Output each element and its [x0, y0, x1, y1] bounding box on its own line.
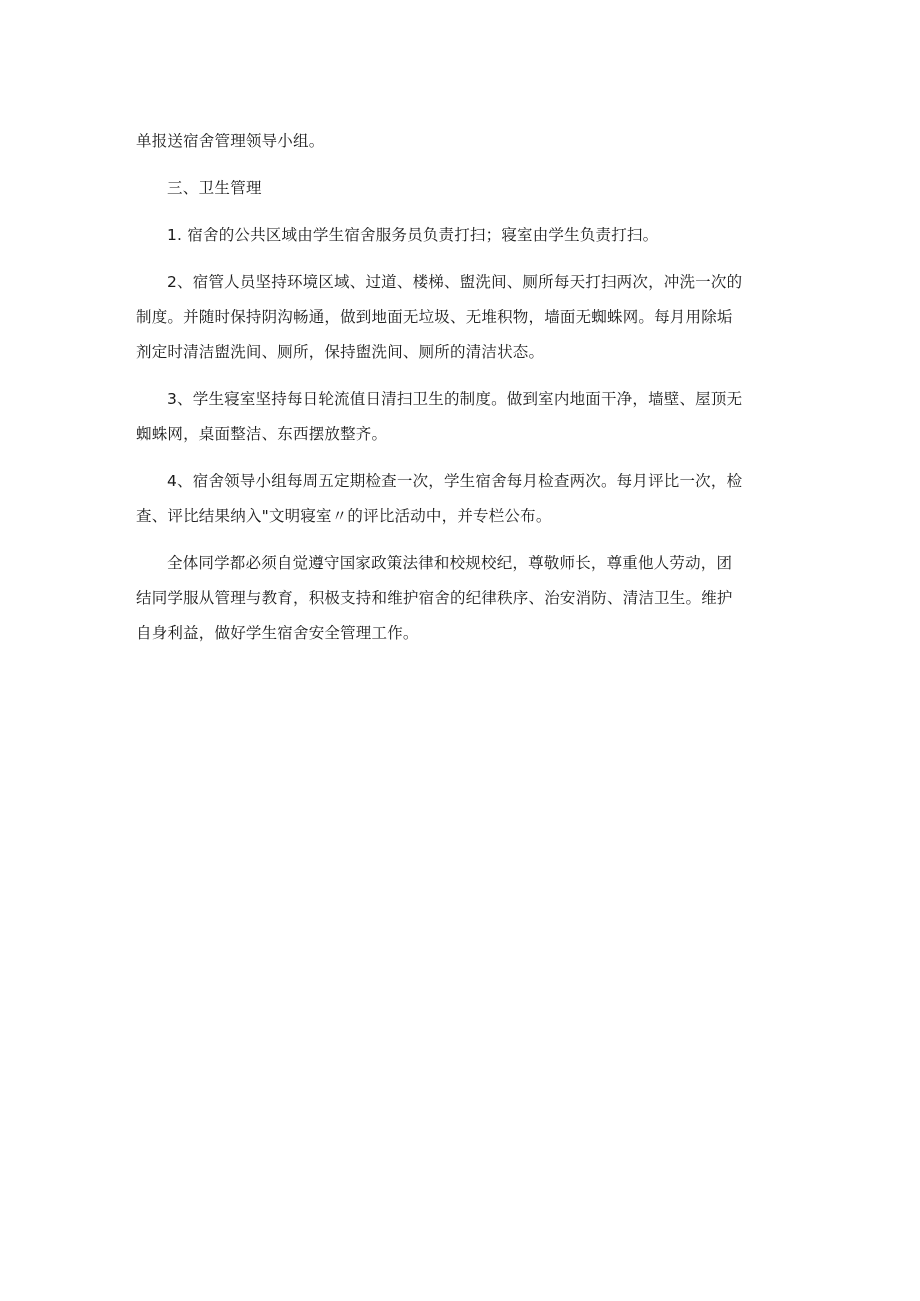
paragraph-item-2: [136, 265, 788, 370]
text-line: 3、学生寝室坚持每日轮流值日清扫卫生的制度。做到室内地面干净，墙壁、屋顶无: [167, 390, 743, 408]
text-line: 1. 宿舍的公共区域由学生宿舍服务员负责打扫；寝室由学生负责打扫。: [167, 226, 659, 244]
closing-paragraph: [136, 546, 788, 651]
paragraph-item-1: [136, 218, 788, 253]
paragraph-item-4: [136, 464, 788, 534]
continuation-line: [136, 124, 788, 159]
text-line: 制度。并随时保持阴沟畅通，做到地面无垃圾、无堆积物，墙面无蜘蛛网。每月用除垢: [136, 308, 733, 326]
section-heading: 三、卫生管理: [167, 179, 262, 197]
text-line: 2、宿管人员坚持环境区域、过道、楼梯、盥洗间、厕所每天打扫两次，冲洗一次的: [167, 273, 743, 291]
text-line: 剂定时清洁盥洗间、厕所，保持盥洗间、厕所的清洁状态。: [136, 343, 545, 361]
text-line: 查、评比结果纳入"文明寝室〃的评比活动中，并专栏公布。: [136, 507, 552, 525]
text-line: 蜘蛛网，桌面整洁、东西摆放整齐。: [136, 425, 388, 443]
paragraph-item-3: [136, 382, 788, 452]
text-line: 全体同学都必须自觉遵守国家政策法律和校规校纪，尊敬师长，尊重他人劳动，团: [167, 554, 733, 572]
document-body: [136, 124, 788, 651]
text-line: 4、宿舍领导小组每周五定期检查一次，学生宿舍每月检查两次。每月评比一次，检: [167, 472, 743, 490]
text-line: 结同学服从管理与教育，积极支持和维护宿舍的纪律秩序、治安消防、清洁卫生。维护: [136, 589, 733, 607]
text-line: 自身利益，做好学生宿舍安全管理工作。: [136, 624, 419, 642]
text-line: 单报送宿舍管理领导小组。: [136, 132, 325, 150]
